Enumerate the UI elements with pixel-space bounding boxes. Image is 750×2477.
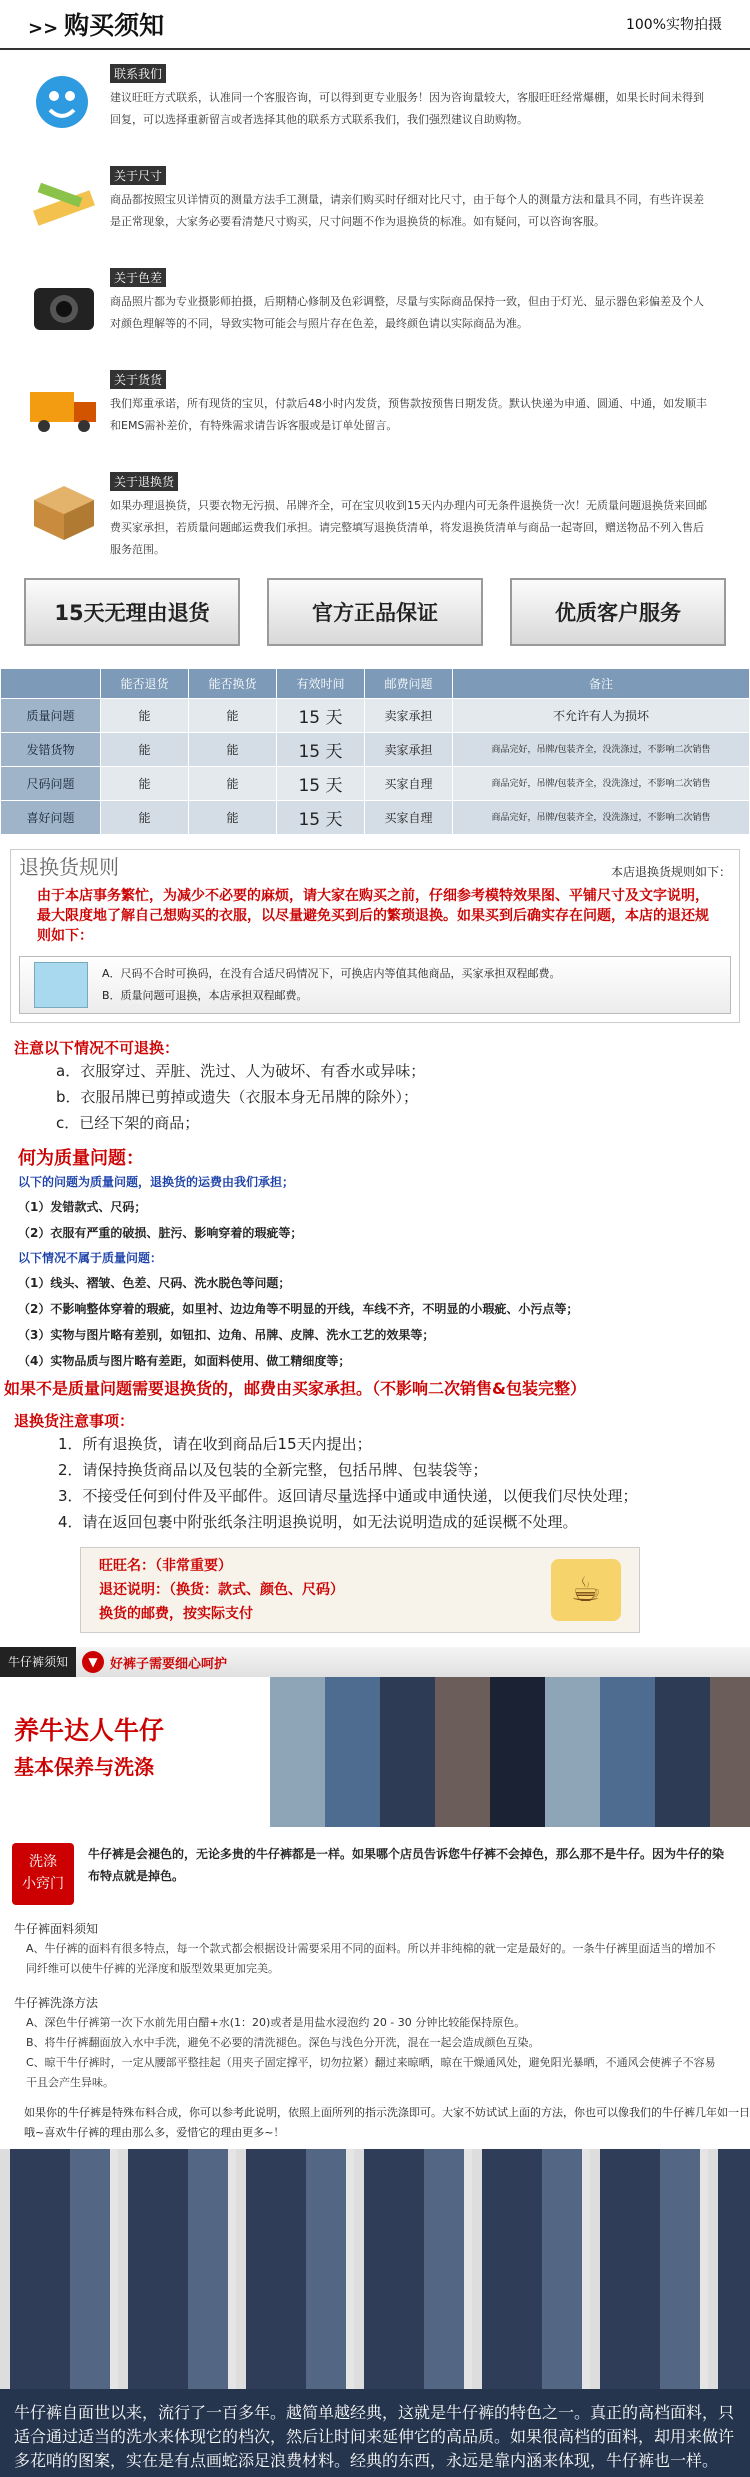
- wash-title: 牛仔裤洗涤方法: [14, 1996, 99, 2010]
- chat-icon: [24, 68, 104, 138]
- notice-contact: [0, 64, 750, 166]
- exchange-rules: [10, 849, 740, 1023]
- th-note: 备注: [453, 669, 750, 699]
- wangwang-line: 退还说明：（换货：款式、颜色、尺码）: [99, 1582, 344, 1598]
- exchange-lines: [102, 963, 561, 1007]
- exchange-header: [11, 850, 739, 880]
- th-blank: [1, 669, 101, 699]
- row-return: 能: [101, 733, 189, 767]
- ruler-icon: [24, 170, 104, 240]
- truck-icon: [24, 374, 104, 444]
- notice-shipping: [0, 370, 750, 472]
- exchange-warning: 由于本店事务繁忙，为减少不必要的麻烦，请大家在购买之前，仔细参考模特效果图、平铺尺寸及文字说明，最大限度地了解自己想购买的衣服，以尽量避免买到后的繁琐退换。如果买到后确实存在问题，本店的退还规则如下：: [37, 888, 709, 944]
- row-note: 商品完好，吊牌/包装齐全，没洗涤过，不影响二次销售: [453, 801, 750, 835]
- promise-bar: [0, 578, 750, 646]
- quality-section: [0, 1144, 750, 1404]
- row-fee: 买家自理: [365, 801, 453, 835]
- list-item: b．衣服吊牌已剪掉或遗失（衣服本身无吊牌的除外）；: [56, 1088, 419, 1106]
- notice-label: 关于退换货: [110, 472, 178, 491]
- wangwang-lines: [99, 1554, 344, 1626]
- return-table: [0, 668, 750, 835]
- header: [0, 0, 750, 50]
- row-return: 能: [101, 767, 189, 801]
- row-fee: 买家自理: [365, 767, 453, 801]
- row-time: 15 天: [277, 699, 365, 733]
- quality-is-title: 以下的问题为质量问题，退换货的运费由我们承担；: [18, 1175, 295, 1189]
- list-item: 4．请在返回包裹中附张纸条注明退换说明，如无法说明造成的延误概不处理。: [58, 1513, 578, 1531]
- promise-genuine: 官方正品保证: [267, 578, 483, 646]
- list-item: （2）不影响整体穿着的瑕疵，如里衬、边边角等不明显的开线，车线不齐，不明显的小瑕疵、小污点等；: [18, 1302, 579, 1316]
- no-return-list: [0, 1058, 750, 1136]
- promise-15day: 15天无理由退货: [24, 578, 240, 646]
- chevron-down-icon: ▼: [82, 1651, 104, 1673]
- list-item: C、晾干牛仔裤时，一定从腰部平整挂起（用夹子固定撑平，切勿拉紧）翻过来晾晒，晾在干燥通风处，避免阳光暴晒，不通风会使裤子不容易干且会产生异味。: [26, 2056, 716, 2089]
- jeans-bar-sub: 好裤子需要细心呵护: [110, 1656, 228, 1672]
- th-return: 能否退货: [101, 669, 189, 699]
- return-notes: [0, 1410, 750, 1535]
- jeans-subtitle: 基本保养与洗涤: [14, 1755, 154, 1779]
- jeans-bar-label: 牛仔裤须知: [0, 1647, 76, 1677]
- jeans-caption-panel: [0, 2389, 750, 2477]
- list-item: c．已经下架的商品；: [56, 1114, 200, 1132]
- quality-red-note: 如果不是质量问题需要退换货的，邮费由买家承担。（不影响二次销售&包装完整）: [4, 1379, 586, 1398]
- jeans-hero: [0, 1677, 750, 1827]
- notice-color: [0, 268, 750, 370]
- promise-service: 优质客户服务: [510, 578, 726, 646]
- notice-label: 联系我们: [110, 64, 166, 83]
- exchange-b: B．质量问题可退换，本店承担双程邮费。: [102, 989, 308, 1002]
- row-exchange: 能: [189, 733, 277, 767]
- shirt-icon: [34, 962, 88, 1008]
- row-exchange: 能: [189, 801, 277, 835]
- notice-size: [0, 166, 750, 268]
- table-row: [1, 801, 750, 835]
- th-exchange: 能否换货: [189, 669, 277, 699]
- notice-return: [0, 472, 750, 574]
- row-exchange: 能: [189, 699, 277, 733]
- row-type: 喜好问题: [1, 801, 101, 835]
- jeans-fabric-image: [270, 1677, 750, 1827]
- camera-icon: [24, 272, 104, 342]
- jeans-shelf-image: [0, 2149, 750, 2389]
- jeans-caption: 牛仔裤自面世以来，流行了一百多年。越简单越经典，这就是牛仔裤的特色之一。真正的高档面料，只适合通过适当的洗水来体现它的档次，然后让时间来延伸它的高品质。如果很高档的面料，却用来做许多花哨的图案，实在是有点画蛇添足浪费材料。经典的东西，永远是靠内涵来体现，牛仔裤也一样。: [14, 2403, 735, 2470]
- badge-line: 小窍门: [22, 1876, 64, 1892]
- jeans-title: 养牛达人牛仔: [14, 1716, 165, 1745]
- list-item: （1）线头、褶皱、色差、尺码、洗水脱色等问题；: [18, 1276, 291, 1290]
- notice-body: 商品都按照宝贝详情页的测量方法手工测量，请亲们购买时仔细对比尺寸，由于每个人的测量方法和量具不同，有些许误差是正常现象，大家务必要看清楚尺寸购买，尺寸问题不作为退换货的标准。如有疑问，可以咨询客服。: [110, 193, 704, 228]
- page-title: [28, 6, 164, 42]
- jeans-closing: 如果你的牛仔裤是特殊布料合成，你可以参考此说明，依照上面所列的指示洗涤即可。大家不妨试试上面的方法，你也可以像我们的牛仔裤几年如一日哦~喜欢牛仔裤的理由那么多，爱惜它的理由更多~！: [24, 2106, 750, 2139]
- notice-body: 如果办理退换货，只要衣物无污损、吊牌齐全，可在宝贝收到15天内办理内可无条件退换货一次！无质量问题退换货来回邮费买家承担，若质量问题邮运费我们承担。请完整填写退换货清单，将发退换货清单与商品一起寄回，赠送物品不列入售后服务范围。: [110, 499, 707, 556]
- notice-label: 关于色差: [110, 268, 166, 287]
- list-item: （4）实物品质与图片略有差距，如面料使用、做工精细度等；: [18, 1354, 351, 1368]
- exchange-right: 本店退换货规则如下：: [610, 865, 731, 879]
- th-fee: 邮费问题: [365, 669, 453, 699]
- row-time: 15 天: [277, 767, 365, 801]
- quality-not-title: 以下情况不属于质量问题：: [18, 1251, 163, 1265]
- no-return-title: 注意以下情况不可退换：: [14, 1039, 180, 1057]
- fabric-text: A、牛仔裤的面料有很多特点，每一个款式都会根据设计需要采用不同的面料。所以并非纯棉的就一定是最好的。一条牛仔裤里面适当的增加不同纤维可以使牛仔裤的光泽度和版型效果更加完美。: [26, 1942, 716, 1975]
- list-item: （1）发错款式、尺码；: [18, 1200, 147, 1214]
- quality-title: 何为质量问题：: [18, 1148, 144, 1169]
- row-type: 质量问题: [1, 699, 101, 733]
- coffee-cup-icon: ☕: [551, 1559, 621, 1621]
- list-item: 1．所有退换货，请在收到商品后15天内提出；: [58, 1435, 372, 1453]
- exchange-items: [19, 956, 731, 1014]
- list-item: B、将牛仔裤翻面放入水中手洗，避免不必要的清洗褪色。深色与浅色分开洗，混在一起会造成颜色互染。: [26, 2036, 540, 2049]
- no-return-section: [0, 1037, 750, 1136]
- th-time: 有效时间: [277, 669, 365, 699]
- row-fee: 卖家承担: [365, 733, 453, 767]
- list-item: 2．请保持换货商品以及包装的全新完整，包括吊牌、包装袋等；: [58, 1461, 488, 1479]
- notice-label: 关于货货: [110, 370, 166, 389]
- wangwang-box: [80, 1547, 640, 1633]
- row-return: 能: [101, 699, 189, 733]
- row-type: 尺码问题: [1, 767, 101, 801]
- notice-body: 建议旺旺方式联系，认准同一个客服咨询，可以得到更专业服务！因为咨询量较大，客服旺旺经常爆棚，如果长时间未得到回复，可以选择重新留言或者选择其他的联系方式联系我们，我们强烈建议自助购物。: [110, 91, 704, 126]
- wangwang-line: 旺旺名：（非常重要）: [99, 1558, 232, 1574]
- row-note: 不允许有人为损坏: [453, 699, 750, 733]
- wash-tip-text: 牛仔裤是会褪色的，无论多贵的牛仔裤都是一样。如果哪个店员告诉您牛仔裤不会掉色，那么那不是牛仔。因为牛仔的染布特点就是掉色。: [88, 1847, 725, 1883]
- row-fee: 卖家承担: [365, 699, 453, 733]
- row-time: 15 天: [277, 733, 365, 767]
- jeans-bar: [0, 1647, 750, 1677]
- notice-body: 我们郑重承诺，所有现货的宝贝，付款后48小时内发货，预售款按预售日期发货。默认快递为申通、圆通、中通，如发顺丰和EMS需补差价，有特殊需求请告诉客服或是订单处留言。: [110, 397, 707, 432]
- row-time: 15 天: [277, 801, 365, 835]
- row-note: 商品完好，吊牌/包装齐全，没洗涤过，不影响二次销售: [453, 733, 750, 767]
- wash-tip: [12, 1843, 750, 1905]
- list-item: A、深色牛仔裤第一次下水前先用白醋+水(1：20)或者是用盐水浸泡约 20 - 30 分钟比较能保持原色。: [26, 2016, 526, 2029]
- table-row: [1, 767, 750, 801]
- box-icon: [24, 476, 104, 546]
- list-item: （3）实物与图片略有差别，如钮扣、边角、吊牌、皮牌、洗水工艺的效果等；: [18, 1328, 435, 1342]
- exchange-title: 退换货规则: [19, 855, 119, 879]
- wangwang-line: 换货的邮费，按实际支付: [99, 1606, 253, 1622]
- return-notes-title: 退换货注意事项：: [14, 1412, 135, 1430]
- row-return: 能: [101, 801, 189, 835]
- notice-body: 商品照片都为专业摄影师拍摄，后期精心修制及色彩调整，尽量与实际商品保持一致，但由于灯光、显示器色彩偏差及个人对颜色理解等的不同，导致实物可能会与照片存在色差，最终颜色请以实际商品为准。: [110, 295, 704, 330]
- real-photo-tag: 100%实物拍摄: [625, 17, 722, 33]
- row-type: 发错货物: [1, 733, 101, 767]
- title-text: 购买须知: [64, 11, 165, 40]
- badge-line: 洗涤: [29, 1854, 57, 1870]
- fabric-title: 牛仔裤面料须知: [14, 1922, 99, 1936]
- table-row: [1, 733, 750, 767]
- list-item: a．衣服穿过、弄脏、洗过、人为破坏、有香水或异味；: [56, 1062, 426, 1080]
- table-row: [1, 699, 750, 733]
- row-note: 商品完好，吊牌/包装齐全，没洗涤过，不影响二次销售: [453, 767, 750, 801]
- arrow: >>: [28, 18, 59, 39]
- exchange-a: A．尺码不合时可换码，在没有合适尺码情况下，可换店内等值其他商品，买家承担双程邮费。: [102, 967, 561, 980]
- wash-badge: [12, 1843, 74, 1905]
- list-item: 3．不接受任何到付件及平邮件。返回请尽量选择中通或申通快递，以便我们尽快处理；: [58, 1487, 638, 1505]
- notice-label: 关于尺寸: [110, 166, 166, 185]
- row-exchange: 能: [189, 767, 277, 801]
- notices: [0, 50, 750, 574]
- list-item: （2）衣服有严重的破损、脏污、影响穿着的瑕疵等；: [18, 1226, 303, 1240]
